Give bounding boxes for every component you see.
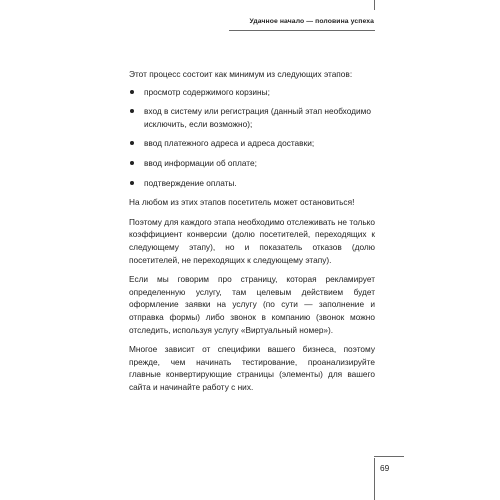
service-page-paragraph: Если мы говорим про страницу, которая рекламирует определенную услугу, там целевым действием будет оформление заявки на услугу (по сути — заполнение и отправка формы) либо звонок в компанию (звонок можно отследить, используя услугу «Виртуальный номер»). xyxy=(129,274,375,335)
list-item xyxy=(129,157,375,170)
top-margin-line xyxy=(374,0,375,10)
running-header: Удачное начало — половина успеха xyxy=(249,18,374,25)
list-item-text: ввод платежного адреса и адреса доставки; xyxy=(144,138,315,149)
list-item-text: вход в систему или регистрация (данный этап необходимо исключить, если возможно); xyxy=(144,106,371,129)
steps-list xyxy=(129,86,375,190)
conclusion-paragraph: Многое зависит от специфики вашего бизнеса, поэтому прежде, чем начинать тестирование, проанализируйте главные конвертирующие страницы (элементы) для вашего сайта и начинайте работу с них. xyxy=(129,344,375,392)
bottom-margin-line xyxy=(374,458,375,500)
bullet-icon xyxy=(130,109,134,113)
list-item xyxy=(129,105,375,130)
page-number-rule xyxy=(374,456,404,457)
bullet-icon xyxy=(130,141,134,145)
bullet-icon xyxy=(130,90,134,94)
bullet-icon xyxy=(130,161,134,165)
warning-paragraph: На любом из этих этапов посетитель может остановиться! xyxy=(129,197,355,208)
list-item-text: подтверждение оплаты. xyxy=(144,177,237,188)
tracking-paragraph: Поэтому для каждого этапа необходимо отслеживать не только коэффициент конверсии (долю посетителей, переходящих к следующему этапу), но и показатель отказов (долю посетителей, не переходящих к следующему этапу). xyxy=(129,216,375,265)
page-number: 69 xyxy=(380,463,390,473)
list-item xyxy=(129,137,375,150)
list-item-text: просмотр содержимого корзины; xyxy=(144,86,270,97)
list-item xyxy=(129,177,375,190)
page-body xyxy=(129,68,375,400)
bullet-icon xyxy=(130,181,134,185)
list-item-text: ввод информации об оплате; xyxy=(144,157,257,168)
intro-paragraph: Этот процесс состоит как минимум из следующих этапов: xyxy=(129,69,353,79)
header-rule xyxy=(229,30,375,31)
list-item xyxy=(129,86,375,99)
